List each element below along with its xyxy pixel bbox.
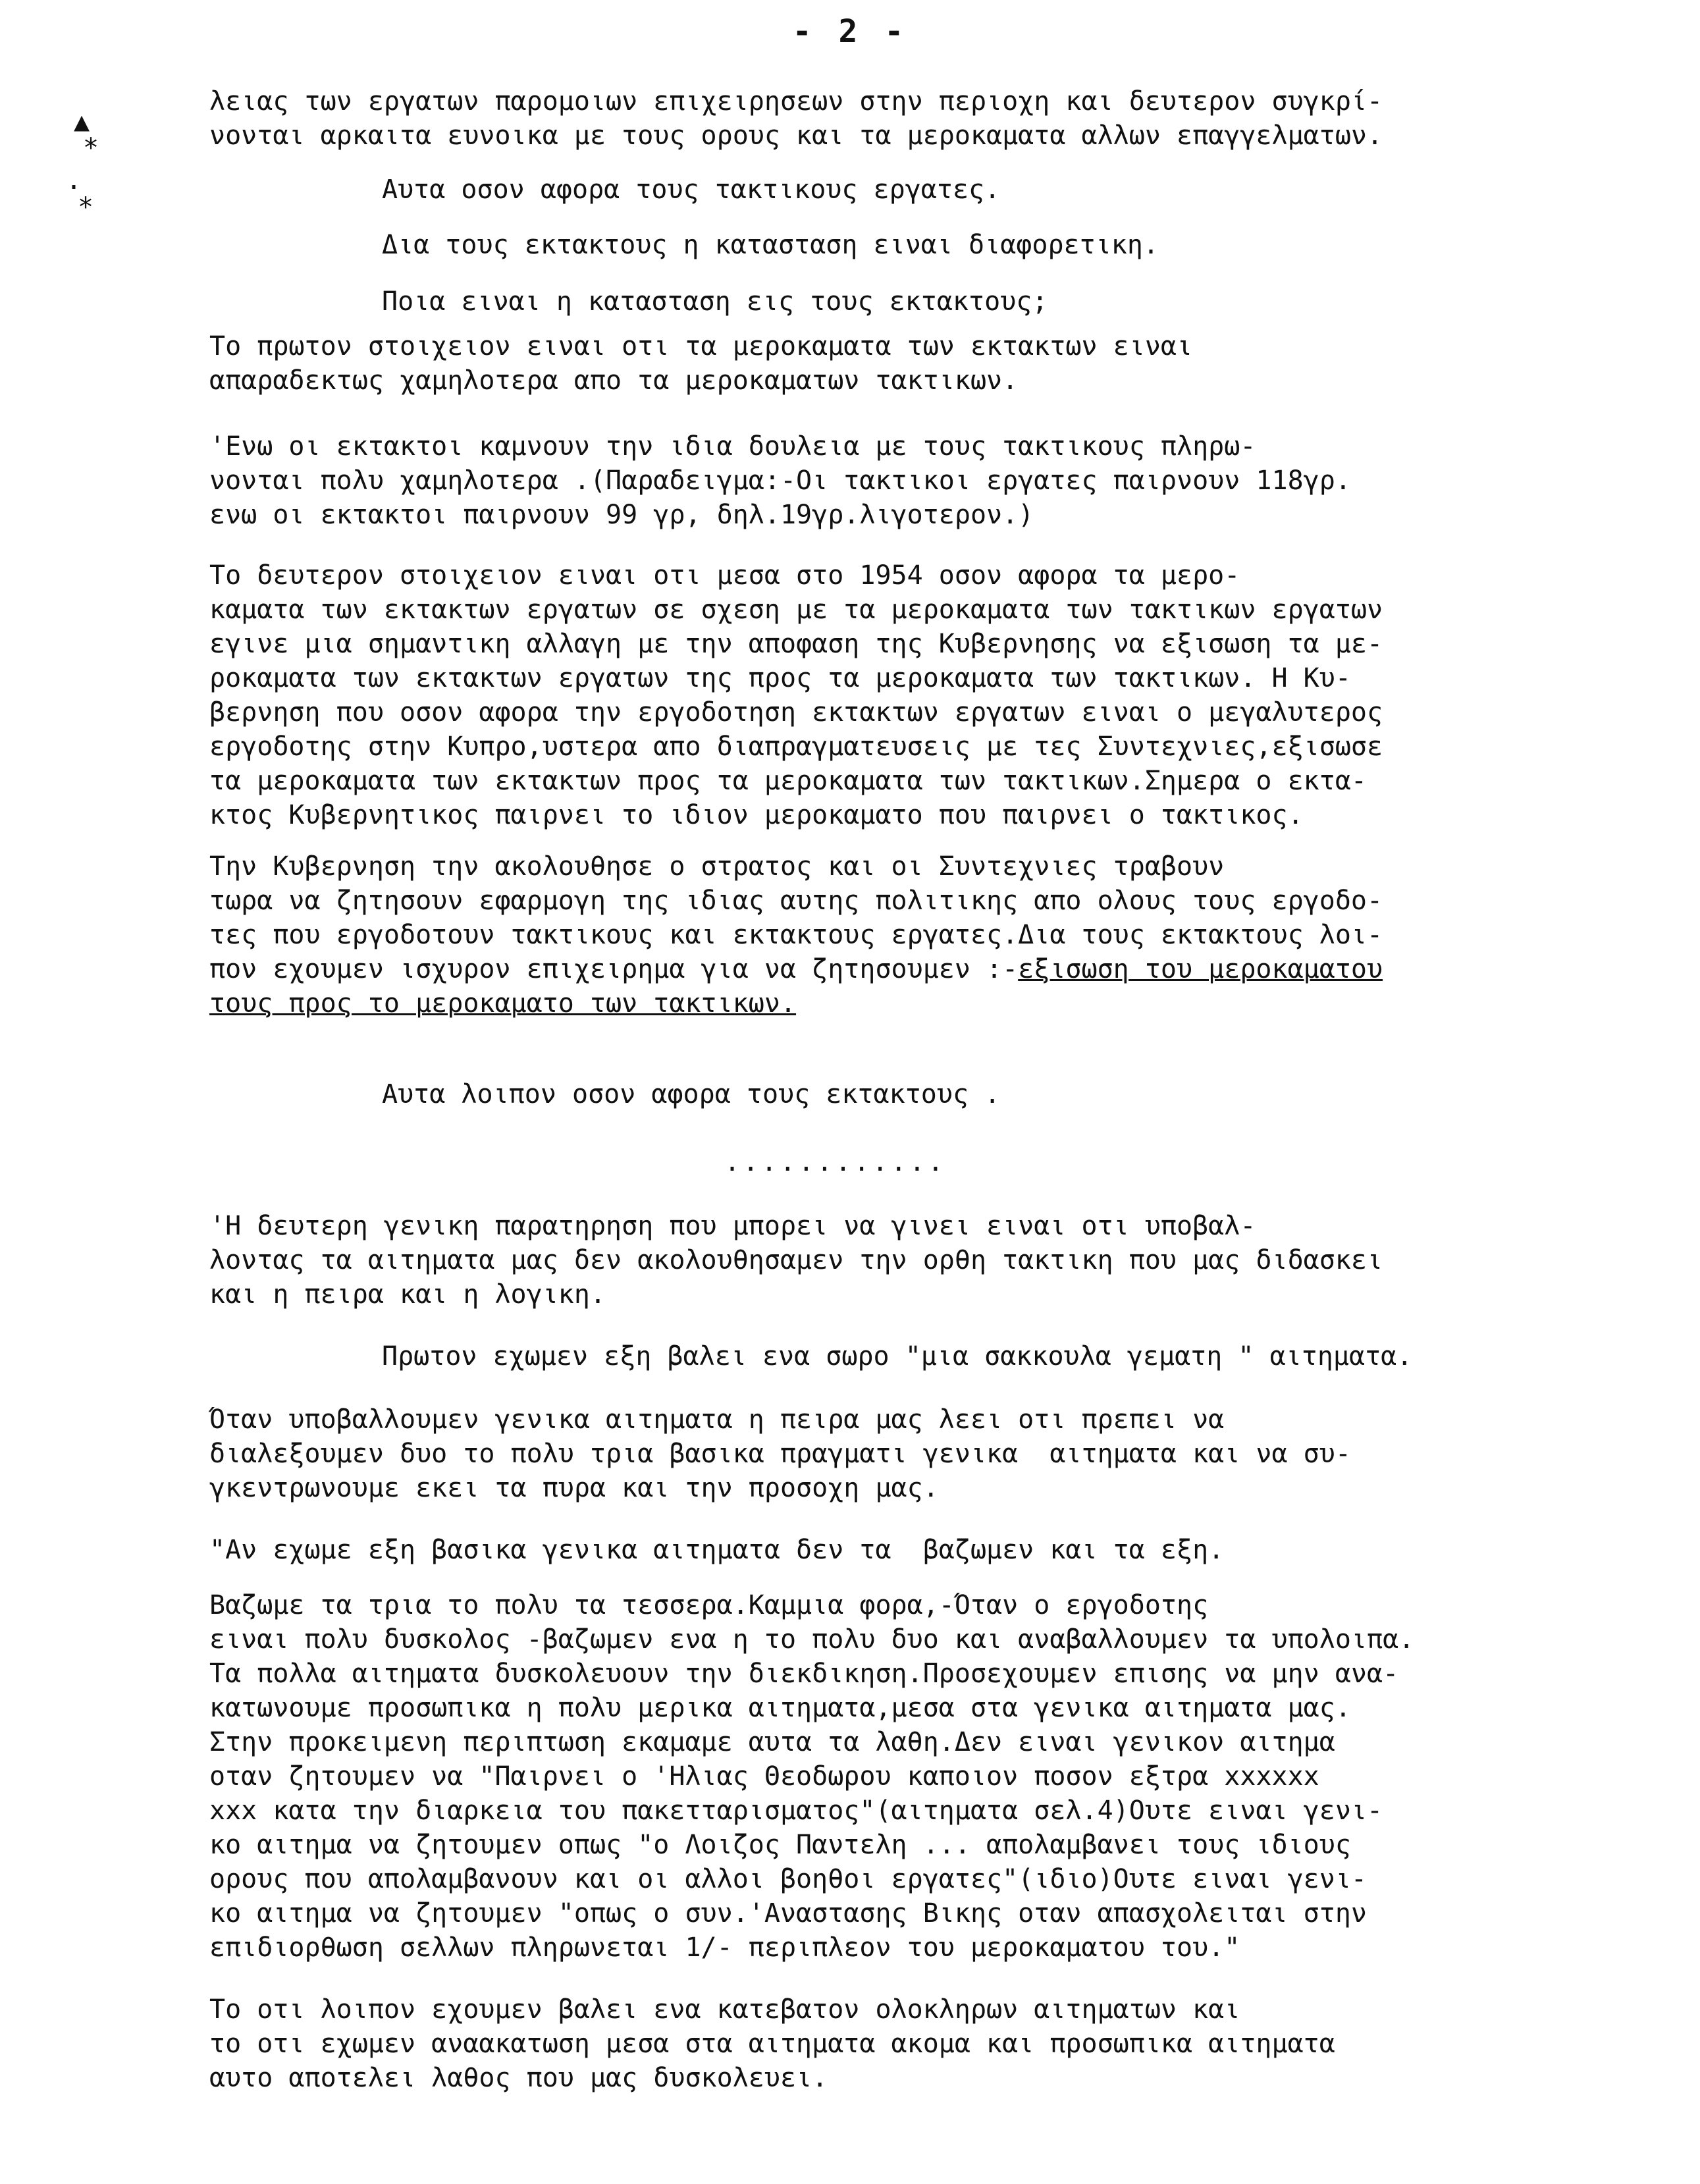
paragraph-continuation: λειας των εργατων παρομοιων επιχειρησεων στην περιοχη και δευτερον συγκρί- νονται αρκαιτα ευνοικα με τους ορους και τα μεροκαματα αλλων επαγγελματων. xyxy=(209,86,1383,151)
paragraph-second-observation: 'Η δευτερη γενικη παρατηρηση που μπορει να γινει ειναι οτι υποβαλ- λοντας τα αιτηματα μας δεν ακολουθησαμεν την ορθη τακτικη που μας διδασκει και η πειρα και η λογικη. xyxy=(209,1211,1383,1310)
paragraph-question: Ποια ειναι η κατασταση εις τους εκτακτους; xyxy=(382,286,1048,317)
margin-mark: * xyxy=(78,192,94,223)
paragraph-so-much: Αυτα λοιπον οσον αφορα τους εκτακτους . xyxy=(382,1079,1001,1109)
page-number: - 2 - xyxy=(792,13,908,50)
margin-mark: ▲ xyxy=(74,107,90,137)
underlined-demand-part2: τους προς το μεροκαματο των τακτικων. xyxy=(209,988,797,1019)
separator: ............ xyxy=(724,1147,946,1177)
paragraph-first-element: Το πρωτον στοιχειον ειναι οτι τα μεροκαματα των εκτακτων ειναι απαραδεκτως χαμηλοτερα απο τα μεροκαματων τακτικων. xyxy=(209,331,1193,396)
paragraph-temporary-workers: Δια τους εκτακτους η κατασταση ειναι διαφορετικη. xyxy=(382,230,1159,260)
margin-mark: * xyxy=(83,133,99,163)
paragraph-first-sack: Πρωτον εχωμεν εξη βαλει ενα σωρο "μια σακκουλα γεματη " αιτηματα. xyxy=(382,1341,1413,1372)
paragraph-experience: Όταν υποβαλλουμεν γενικα αιτηματα η πειρα μας λεει οτι πρεπει να διαλεξουμεν δυο το πολυ τρια βασικα πραγματι γενικα αιτηματα και να συ- γκεντρωνουμε εκει τα πυρα και την προσοχη μας. xyxy=(209,1404,1351,1503)
paragraph-example: 'Ενω οι εκτακτοι καμνουν την ιδια δουλεια με τους τακτικους πληρω- νονται πολυ χαμηλοτερα .(Παραδειγμα:-Οι τακτικοι εργατες παιρνουν 118γρ. ενω οι εκτακτοι παιρνουν 99 γρ, δηλ.19γρ.λιγοτερον.) xyxy=(209,431,1351,530)
margin-mark: · xyxy=(66,173,82,203)
paragraph-army-unions xyxy=(209,849,1383,1021)
paragraph-conclusion: Το οτι λοιπον εχουμεν βαλει ενα κατεβατον ολοκληρων αιτηματων και το οτι εχωμεν αναακατωση μεσα στα αιτηματα ακομα και προσωπικα αιτηματα αυτο αποτελει λαθος που μας δυσκολευει. xyxy=(209,1994,1335,2093)
paragraph-second-element: Το δευτερον στοιχειον ειναι οτι μεσα στο 1954 οσον αφορα τα μερο- καματα των εκτακτων εργατων σε σχεση με τα μεροκαματα των τακτικων εργατων εγινε μια σημαντικη αλλαγη με την αποφαση της Κυβερνησης να εξισωση τα με- ροκαματα των εκτακτων εργατων της προς τα μεροκαματα των τακτικων. Η Κυ- βερνηση που οσον αφορα την εργοδοτηση εκτακτων εργατων ειναι ο μεγαλυτερος εργοδοτης στην Κυπρο,υστερα απο διαπραγματευσεις με τες Συντεχνιες,εξισωσε τα μεροκαματα των εκτακτων προς τα μεροκαματα των τακτικων.Σημερα ο εκτα- κτος Κυβερνητικος παιρνει το ιδιον μεροκαματο που παιρνει ο τακτικος. xyxy=(209,560,1383,830)
underlined-demand-part1: εξισωση του μεροκαματου xyxy=(1018,954,1383,984)
paragraph-three-four: Βαζωμε τα τρια το πολυ τα τεσσερα.Καμμια φορα,-Όταν ο εργοδοτης ειναι πολυ δυσκολος -βαζωμεν ενα η το πολυ δυο και αναβαλλουμεν τα υπολοιπα. Τα πολλα αιτηματα δυσκολευουν την διεκδικηση.Προσεχουμεν επισης να μην ανα- κατωνουμε προσωπικα η πολυ μερικα αιτηματα,μεσα στα γενικα αιτηματα μας. Στην προκειμενη περιπτωση εκαμαμε αυτα τα λαθη.Δεν ειναι γενικον αιτημα οταν ζητουμεν να "Παιρνει ο 'Ηλιας Θεοδωρου καποιον ποσον εξτρα xxxxxx xxx κατα την διαρκεια του πακετταρισματος"(αιτηματα σελ.4)Ουτε ειναι γενι- κο αιτημα να ζητουμεν οπως "ο Λοιζος Παντελη ... απολαμβανει τους ιδιους ορους που απολαμβανουν και οι αλλοι βοηθοι εργατες"(ιδιο)Ουτε ειναι γενι- κο αιτημα να ζητουμεν "οπως ο συν.'Αναστασης Βικης οταν απασχολειται στην επιδιορθωση σελλων πληρωνεται 1/- περιπλεον του μεροκαματου του." xyxy=(209,1590,1415,1963)
paragraph-regular-workers: Αυτα οσον αφορα τους τακτικους εργατες. xyxy=(382,174,1001,205)
paragraph-army-unions-text: Την Κυβερνηση την ακολουθησε ο στρατος και οι Συντεχνιες τραβουν τωρα να ζητησουν εφαρμογη της ιδιας αυτης πολιτικης απο ολους τους εργοδο- τες που εργοδοτουν τακτικους και εκτακτους εργατες.Δια τους εκτακτους λοι- πον εχουμεν ισχυρον επιχειρημα για να ζητησουμεν :- xyxy=(209,851,1383,984)
paragraph-six-demands: "Αν εχωμε εξη βασικα γενικα αιτηματα δεν τα βαζωμεν και τα εξη. xyxy=(209,1535,1225,1565)
